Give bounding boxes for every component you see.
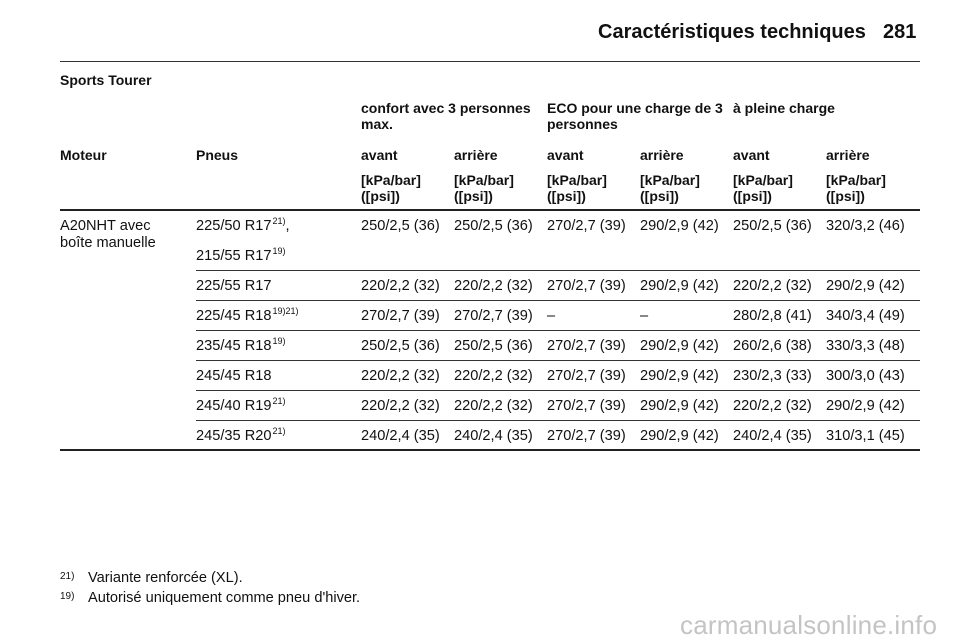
row-divider <box>196 390 920 391</box>
pressure-value: 320/3,2 (46) <box>826 218 905 234</box>
header-rule <box>60 61 920 62</box>
pressure-value: 220/2,2 (32) <box>361 278 440 294</box>
pressure-value: – <box>547 308 556 324</box>
pressure-value: 220/2,2 (32) <box>454 278 533 294</box>
row-divider <box>196 330 920 331</box>
pressure-value: 290/2,9 (42) <box>640 398 719 414</box>
unit-header: [kPa/bar] ([psi]) <box>361 172 421 204</box>
tyre-size: 245/35 R20$^{21)}$ <box>196 426 286 444</box>
pressure-value: 290/2,9 (42) <box>640 278 719 294</box>
tyre-size: 215/55 R17$^{19)}$ <box>196 246 286 264</box>
group-header-comfort: confort avec 3 personnes max. <box>361 100 531 132</box>
pressure-value: 240/2,4 (35) <box>454 428 533 444</box>
pressure-value: 290/2,9 (42) <box>826 278 905 294</box>
unit-header: [kPa/bar] ([psi]) <box>547 172 607 204</box>
row-divider <box>196 300 920 301</box>
pressure-value: 230/2,3 (33) <box>733 368 812 384</box>
pressure-value: 270/2,7 (39) <box>547 368 626 384</box>
pressure-value: 220/2,2 (32) <box>733 398 812 414</box>
tyre-size: 225/45 $R18^{19)21)}$ <box>196 306 299 324</box>
section-title: Sports Tourer <box>60 72 152 88</box>
pressure-value: 220/2,2 (32) <box>361 398 440 414</box>
tyre-size: 235/45 R18$^{19)}$ <box>196 336 286 354</box>
group-header-full-load: à pleine charge <box>733 100 835 116</box>
pressure-value: 340/3,4 (49) <box>826 308 905 324</box>
column-header-position: avant <box>733 147 770 163</box>
footnote-text: Variante renforcée (XL). <box>88 570 243 586</box>
pressure-value: 220/2,2 (32) <box>454 368 533 384</box>
pressure-value: 290/2,9 (42) <box>640 428 719 444</box>
pressure-value: 240/2,4 (35) <box>361 428 440 444</box>
pressure-value: 270/2,7 (39) <box>547 398 626 414</box>
table-header-rule <box>60 209 920 211</box>
footnote-text: Autorisé uniquement comme pneu d'hiver. <box>88 590 361 606</box>
pressure-value: 250/2,5 (36) <box>454 218 533 234</box>
pressure-value: 310/3,1 (45) <box>826 428 905 444</box>
row-divider <box>196 360 920 361</box>
pressure-value: 290/2,9 (42) <box>640 368 719 384</box>
page-number: 281 <box>883 21 917 43</box>
pressure-value: 330/3,3 (48) <box>826 338 905 354</box>
engine-name: A20NHT avec boîte manuelle <box>60 218 156 251</box>
pressure-value: 270/2,7 (39) <box>547 428 626 444</box>
unit-header: [kPa/bar] ([psi]) <box>454 172 514 204</box>
pressure-value: 220/2,2 (32) <box>361 368 440 384</box>
column-header-tyres: Pneus <box>196 147 239 163</box>
tyre-size: 225/50 R17$^{21)}$, <box>196 216 290 234</box>
footnote-number: 19) <box>60 591 75 602</box>
pressure-value: 290/2,9 (42) <box>826 398 905 414</box>
pressure-value: 270/2,7 (39) <box>454 308 533 324</box>
pressure-value: 290/2,9 (42) <box>640 218 719 234</box>
pressure-value: 280/2,8 (41) <box>733 308 812 324</box>
pressure-value: 270/2,7 (39) <box>547 338 626 354</box>
pressure-value: 240/2,4 (35) <box>733 428 812 444</box>
tyre-size: 245/45 R18 <box>196 368 272 384</box>
pressure-value: 250/2,5 (36) <box>454 338 533 354</box>
pressure-value: 220/2,2 (32) <box>733 278 812 294</box>
pressure-value: 270/2,7 (39) <box>547 278 626 294</box>
pressure-value: 260/2,6 (38) <box>733 338 812 354</box>
pressure-value: 220/2,2 (32) <box>454 398 533 414</box>
pressure-value: 300/3,0 (43) <box>826 368 905 384</box>
pressure-value: – <box>640 308 649 324</box>
pressure-value: 270/2,7 (39) <box>547 218 626 234</box>
footnote-number: 21) <box>60 571 75 582</box>
table-bottom-rule <box>60 449 920 451</box>
pressure-value: 290/2,9 (42) <box>640 338 719 354</box>
watermark: carmanualsonline.info <box>680 610 938 640</box>
unit-header: [kPa/bar] ([psi]) <box>640 172 700 204</box>
column-header-position: avant <box>547 147 584 163</box>
column-header-engine: Moteur <box>60 147 107 163</box>
unit-header: [kPa/bar] ([psi]) <box>733 172 793 204</box>
column-header-position: arrière <box>640 147 684 163</box>
unit-header: [kPa/bar] ([psi]) <box>826 172 886 204</box>
page-title: Caractéristiques techniques <box>598 21 866 43</box>
pressure-value: 250/2,5 (36) <box>733 218 812 234</box>
tyre-size: 225/55 R17 <box>196 278 272 294</box>
tyre-size: 245/40 R19$^{21)}$ <box>196 396 286 414</box>
column-header-position: avant <box>361 147 398 163</box>
column-header-position: arrière <box>826 147 870 163</box>
pressure-value: 270/2,7 (39) <box>361 308 440 324</box>
pressure-value: 250/2,5 (36) <box>361 338 440 354</box>
row-divider <box>196 270 920 271</box>
column-header-position: arrière <box>454 147 498 163</box>
row-divider <box>196 420 920 421</box>
group-header-eco: ECO pour une charge de 3 personnes <box>547 100 723 132</box>
pressure-value: 250/2,5 (36) <box>361 218 440 234</box>
